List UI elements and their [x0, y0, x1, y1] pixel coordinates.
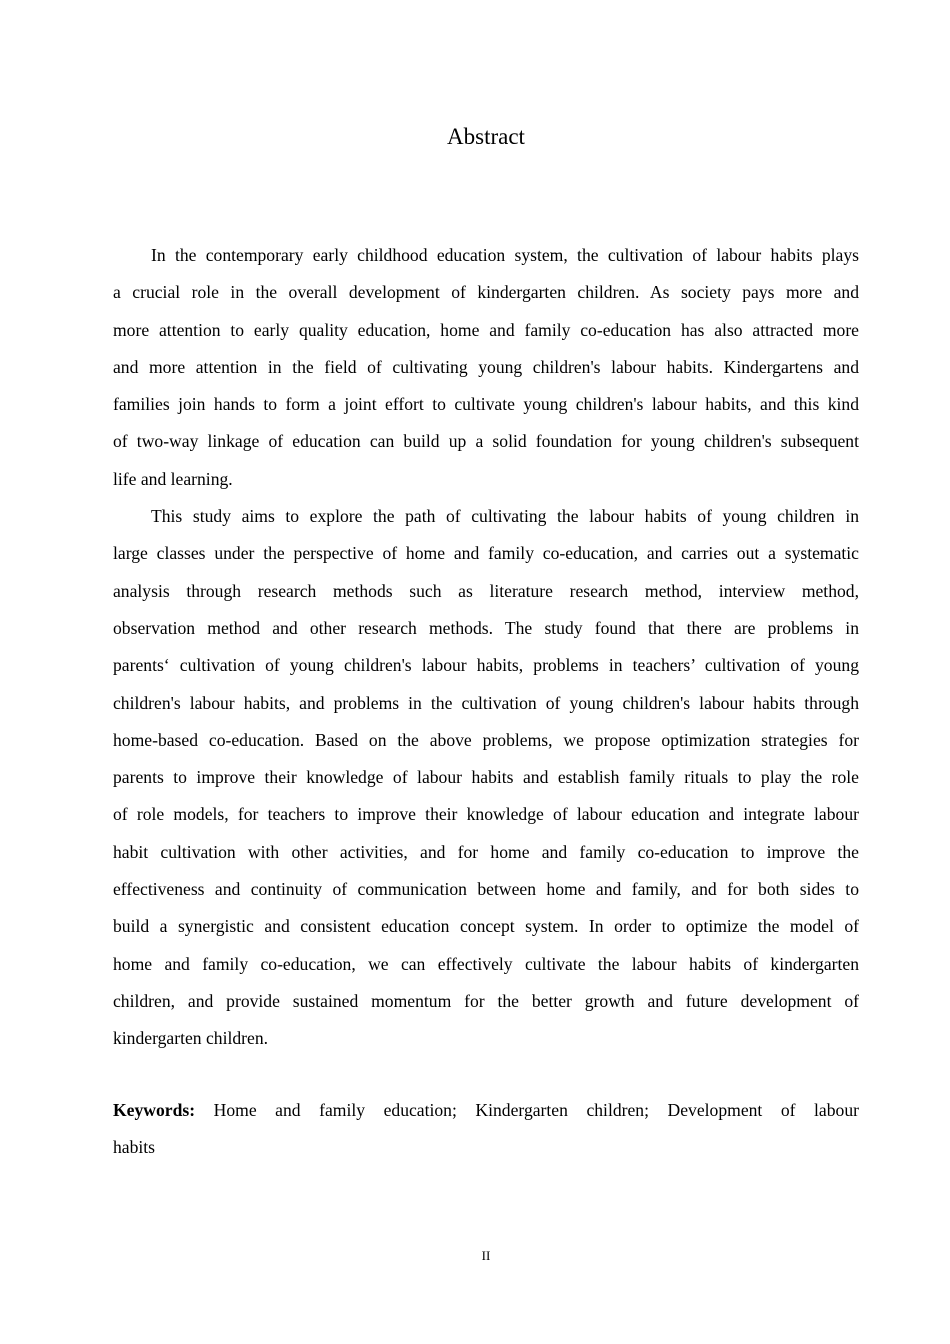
paragraph-line: home and family co-education, we can effectively cultivate the labour habits of kindergarten [113, 953, 859, 974]
paragraph-line: parents‘ cultivation of young children's labour habits, problems in teachers’ cultivation of young [113, 655, 859, 676]
paragraph-line: large classes under the perspective of home and family co-education, and carries out a systematic [113, 543, 859, 564]
keywords-section [113, 1097, 859, 1172]
paragraph-line: of two-way linkage of education can build up a solid foundation for young children's subsequent [113, 431, 859, 452]
keywords-label: Keywords: [113, 1100, 196, 1120]
paragraph-line: home-based co-education. Based on the above problems, we propose optimization strategies for [113, 729, 859, 750]
paragraph-line: more attention to early quality education, home and family co-education has also attracted more [113, 319, 859, 340]
paragraph-line: effectiveness and continuity of communication between home and family, and for both sides to [113, 879, 859, 900]
paragraph-line: and more attention in the field of cultivating young children's labour habits. Kindergartens and [113, 356, 859, 377]
paragraph-line: habit cultivation with other activities, and for home and family co-education to improve the [113, 841, 859, 862]
paragraph-line: build a synergistic and consistent education concept system. In order to optimize the model of [113, 916, 859, 937]
paragraph-line: children's labour habits, and problems in the cultivation of young children's labour habits through [113, 692, 859, 713]
paragraph-line: a crucial role in the overall development of kindergarten children. As society pays more and [113, 282, 859, 303]
paragraph-line: children, and provide sustained momentum for the better growth and future development of [113, 990, 859, 1011]
page-number: II [481, 1248, 491, 1263]
paragraph-line: of role models, for teachers to improve their knowledge of labour education and integrate labour [113, 804, 859, 825]
paragraph-line: analysis through research methods such as literature research method, interview method, [113, 580, 859, 601]
paragraph-line: families join hands to form a joint effort to cultivate young children's labour habits, and this kind [113, 394, 859, 415]
paragraph-line: This study aims to explore the path of cultivating the labour habits of young children in [151, 506, 859, 527]
keywords-line: habits [113, 1137, 156, 1158]
paragraph-line: kindergarten children. [113, 1028, 269, 1049]
abstract-body [113, 242, 859, 1063]
paragraph-line: In the contemporary early childhood education system, the cultivation of labour habits plays [151, 245, 859, 265]
paragraph-line: life and learning. [113, 468, 233, 489]
page-title: Abstract [447, 124, 525, 149]
paragraph-line: observation method and other research methods. The study found that there are problems in [113, 617, 859, 638]
paragraph-line: parents to improve their knowledge of labour habits and establish family rituals to play the role [113, 767, 859, 788]
keywords-text: Home and family education; Kindergarten children; Development of labour [213, 1100, 859, 1120]
keywords-line [113, 1097, 859, 1134]
